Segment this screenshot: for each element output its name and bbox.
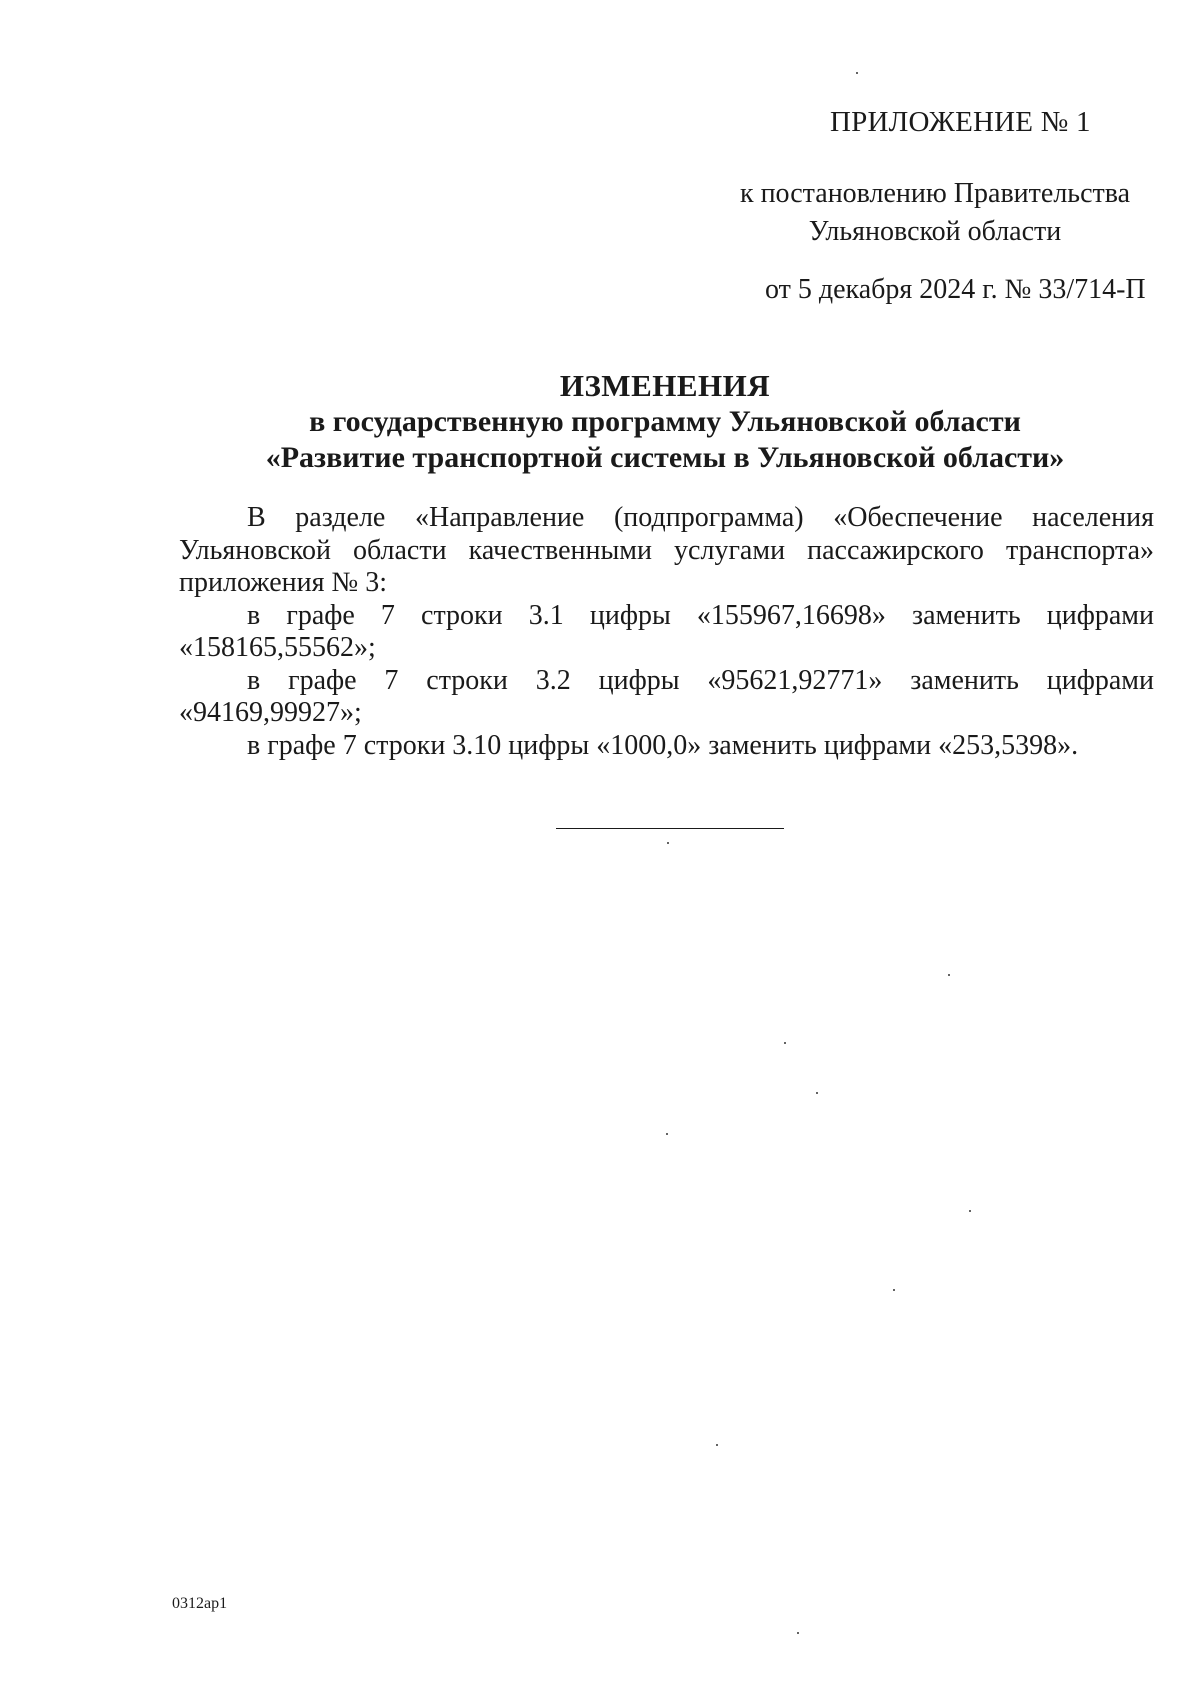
- heading-line-3: «Развитие транспортной системы в Ульяновской области»: [265, 441, 1065, 474]
- closing-rule: [556, 828, 784, 829]
- paragraph-3-line-1: в графе 7 строки 3.2 цифры «95621,92771» заменить цифрами: [247, 664, 1154, 696]
- paragraph-1-line-1: В разделе «Направление (подпрограмма) «Обеспечение населения: [247, 502, 1154, 533]
- appendix-date: от 5 декабря 2024 г. № 33/714-П: [765, 274, 1146, 305]
- paragraph-1-line-3: приложения № 3:: [179, 567, 387, 598]
- document-code: 0312ap1: [172, 1595, 228, 1612]
- paragraph-2-line-1: в графе 7 строки 3.1 цифры «155967,16698» заменить цифрами: [247, 599, 1154, 631]
- scan-speck: [948, 974, 950, 976]
- paragraph-2-line-2: «158165,55562»;: [179, 632, 376, 663]
- appendix-reference-line-2: Ульяновской области: [808, 216, 1062, 247]
- paragraph-1-line-2: Ульяновской области качественными услугами пассажирского транспорта»: [179, 534, 1154, 566]
- heading-title: ИЗМЕНЕНИЯ: [559, 368, 771, 403]
- appendix-reference: [700, 175, 1170, 251]
- scan-speck: [667, 842, 669, 844]
- document-body: [179, 502, 1154, 762]
- appendix-title: ПРИЛОЖЕНИЕ № 1: [830, 106, 1091, 138]
- paragraph-3-line-2: «94169,99927»;: [179, 697, 362, 728]
- scan-speck: [816, 1092, 818, 1094]
- scan-speck: [666, 1133, 668, 1135]
- scan-speck: [893, 1289, 895, 1291]
- heading-line-2: в государственную программу Ульяновской области: [309, 405, 1021, 438]
- scan-speck: [797, 1632, 799, 1634]
- document-heading: [0, 368, 1200, 476]
- scan-speck: [969, 1210, 971, 1212]
- paragraph-4: в графе 7 строки 3.10 цифры «1000,0» заменить цифрами «253,5398».: [247, 729, 1079, 761]
- scan-speck: [716, 1444, 718, 1446]
- appendix-reference-line-1: к постановлению Правительства: [739, 178, 1131, 209]
- scan-speck: [784, 1042, 786, 1044]
- scan-speck: [856, 72, 858, 74]
